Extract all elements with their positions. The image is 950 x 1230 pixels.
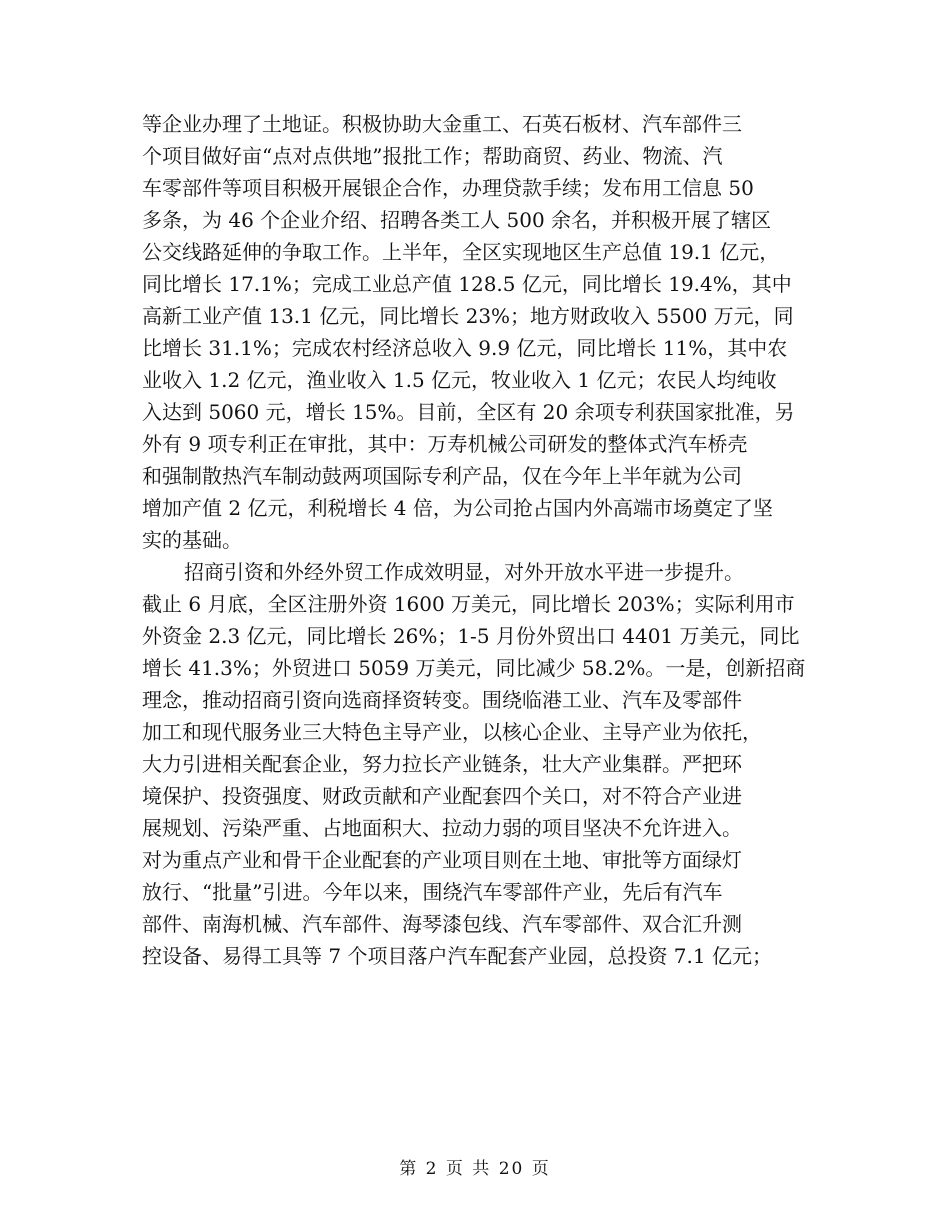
text-line: 招商引资和外经外贸工作成效明显，对外开放水平进一步提升。 (184, 560, 744, 584)
text-line: 截止 6 月底，全区注册外资 1600 万美元，同比增长 203%；实际利用市 (142, 592, 795, 616)
text-line: 加工和现代服务业三大特色主导产业，以核心企业、主导产业为依托， (142, 720, 762, 744)
text-line: 和强制散热汽车制动鼓两项国际专利产品，仅在今年上半年就为公司 (142, 464, 742, 488)
body-text (142, 108, 810, 972)
text-line: 放行、“批量”引进。今年以来，围绕汽车零部件产业，先后有汽车 (142, 880, 723, 904)
paragraph-2 (142, 556, 810, 972)
text-line: 部件、南海机械、汽车部件、海琴漆包线、汽车零部件、双合汇升测 (142, 912, 742, 936)
text-line: 增长 41.3%；外贸进口 5059 万美元，同比减少 58.2%。一是，创新招商 (142, 656, 806, 680)
text-line: 外资金 2.3 亿元，同比增长 26%；1-5 月份外贸出口 4401 万美元，同比 (142, 624, 800, 648)
text-line: 境保护、投资强度、财政贡献和产业配套四个关口，对不符合产业进 (142, 784, 742, 808)
text-line: 车零部件等项目积极开展银企合作，办理贷款手续；发布用工信息 50 (142, 176, 754, 200)
text-line: 增加产值 2 亿元，利税增长 4 倍，为公司抢占国内外高端市场奠定了坚 (142, 496, 773, 520)
text-line: 对为重点产业和骨干企业配套的产业项目则在土地、审批等方面绿灯 (142, 848, 742, 872)
text-line: 同比增长 17.1%；完成工业总产值 128.5 亿元，同比增长 19.4%，其中 (142, 272, 792, 296)
text-line: 公交线路延伸的争取工作。上半年，全区实现地区生产总值 19.1 亿元， (142, 240, 780, 264)
text-line: 等企业办理了土地证。积极协助大金重工、石英石板材、汽车部件三 (142, 112, 742, 136)
text-line: 个项目做好亩“点对点供地”报批工作；帮助商贸、药业、物流、汽 (142, 144, 723, 168)
text-line: 理念，推动招商引资向选商择资转变。围绕临港工业、汽车及零部件 (142, 688, 742, 712)
paragraph-1 (142, 108, 810, 556)
text-line: 外有 9 项专利正在审批，其中：万寿机械公司研发的整体式汽车桥壳 (142, 432, 748, 456)
text-line: 实的基础。 (142, 528, 242, 552)
text-line: 控设备、易得工具等 7 个项目落户汽车配套产业园，总投资 7.1 亿元； (142, 944, 772, 968)
text-line: 高新工业产值 13.1 亿元，同比增长 23%；地方财政收入 5500 万元，同 (142, 304, 794, 328)
page-footer: 第 2 页 共 20 页 (399, 1159, 551, 1179)
text-line: 比增长 31.1%；完成农村经济总收入 9.9 亿元，同比增长 11%，其中农 (142, 336, 788, 360)
text-line: 大力引进相关配套企业，努力拉长产业链条，壮大产业集群。严把环 (142, 752, 742, 776)
text-line: 展规划、污染严重、占地面积大、拉动力弱的项目坚决不允许进入。 (142, 816, 742, 840)
text-line: 业收入 1.2 亿元，渔业收入 1.5 亿元，牧业收入 1 亿元；农民人均纯收 (142, 368, 777, 392)
text-line: 多条，为 46 个企业介绍、招聘各类工人 500 余名，并积极开展了辖区 (142, 208, 772, 232)
text-line: 入达到 5060 元，增长 15%。目前，全区有 20 余项专利获国家批准，另 (142, 400, 795, 424)
